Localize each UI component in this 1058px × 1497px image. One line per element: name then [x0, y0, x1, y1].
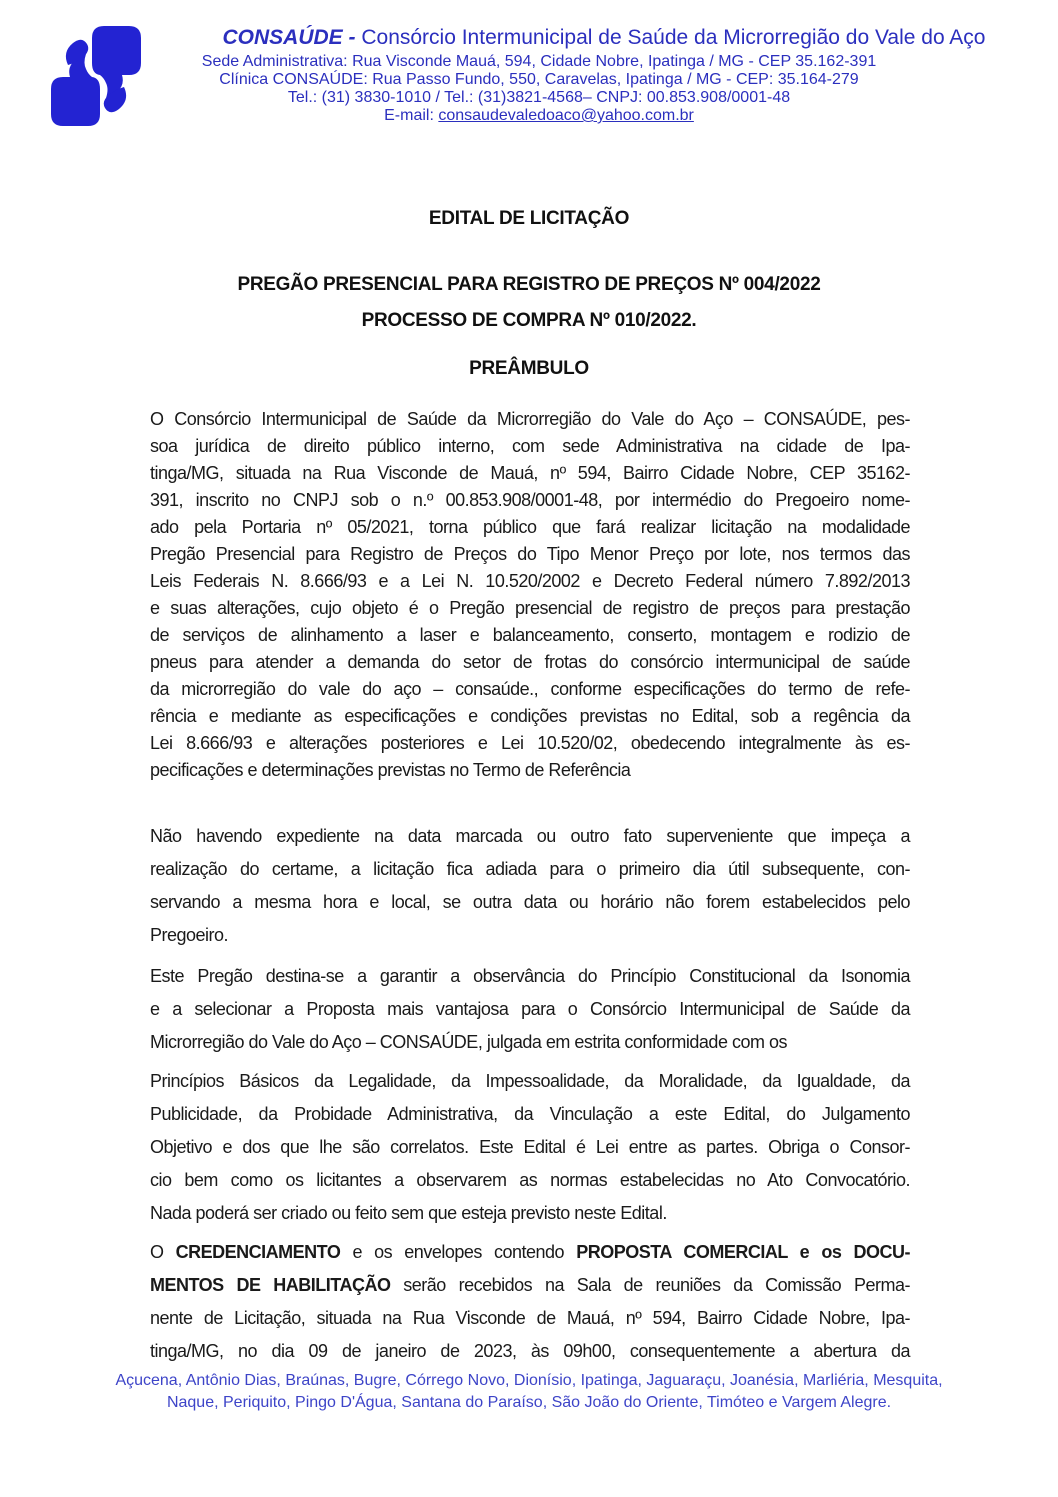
text-line: soa jurídica de direito público interno, com sede Administrativa na cidade de Ipa-	[150, 436, 910, 456]
text-line: nente de Licitação, situada na Rua Visconde de Mauá, nº 594, Bairro Cidade Nobre, Ipa-	[150, 1308, 910, 1328]
consaude-logo	[46, 24, 146, 128]
text-line: Objetivo e dos que lhe são correlatos. Este Edital é Lei entre as partes. Obriga o Consor-	[150, 1137, 910, 1157]
text-line: Pregão Presencial para Registro de Preços do Tipo Menor Preço por lote, nos termos das	[150, 544, 910, 564]
address-clinic: Clínica CONSAÚDE: Rua Passo Fundo, 550, Caravelas, Ipatinga / MG - CEP: 35.164-279	[219, 71, 859, 88]
paragraph	[150, 820, 910, 952]
text-line: tinga/MG, situada na Rua Visconde de Mauá, nº 594, Bairro Cidade Nobre, CEP 35162-	[150, 463, 910, 483]
paragraph	[150, 406, 910, 784]
text-line: Publicidade, da Probidade Administrativa, da Vinculação a este Edital, do Julgamento	[150, 1104, 910, 1124]
phones-cnpj: Tel.: (31) 3830-1010 / Tel.: (31)3821-4568– CNPJ: 00.853.908/0001-48	[287, 89, 791, 106]
footer-municipalities	[0, 1370, 1058, 1414]
text-line: da microrregião do vale do aço – consaúde., conforme especificações do termo de refe-	[150, 679, 910, 699]
text-line: pneus para atender a demanda do setor de frotas do consórcio intermunicipal de saúde	[150, 652, 910, 672]
text-line: ado pela Portaria nº 05/2021, torna público que fará realizar licitação na modalidade	[150, 517, 910, 537]
paragraph	[150, 960, 910, 1059]
address-admin: Sede Administrativa: Rua Visconde Mauá, 594, Cidade Nobre, Ipatinga / MG - CEP 35.162-391	[201, 53, 877, 70]
org-name-line	[0, 26, 1058, 50]
text-line: de serviços de alinhamento a laser e balanceamento, conserto, montagem e rodizio de	[150, 625, 910, 645]
subtitle-processo: PROCESSO DE COMPRA Nº 010/2022.	[361, 310, 697, 331]
paragraph	[150, 1065, 910, 1230]
text-line: Pregoeiro.	[150, 925, 229, 945]
text-line: realização do certame, a licitação fica adiada para o primeiro dia útil subsequente, con-	[150, 859, 910, 879]
document-body	[150, 406, 910, 1368]
text-line: Lei 8.666/93 e alterações posteriores e Lei 10.520/02, obedecendo integralmente às es-	[150, 733, 910, 753]
text-line: Este Pregão destina-se a garantir a observância do Princípio Constitucional da Isonomia	[150, 966, 910, 986]
letterhead	[0, 0, 1058, 125]
footer-line-2: Naque, Periquito, Pingo D'Água, Santana do Paraíso, São João do Oriente, Timóteo e Vargem Alegre.	[166, 1394, 892, 1411]
org-acronym: CONSAÚDE -	[222, 26, 362, 49]
text-line: cio bem como os licitantes a observarem as normas estabelecidas no Ato Convocatório.	[150, 1170, 910, 1190]
text-line: rência e mediante as especificações e condições previstas no Edital, sob a regência da	[150, 706, 910, 726]
text-line: tinga/MG, no dia 09 de janeiro de 2023, às 09h00, consequentemente a abertura da	[150, 1341, 910, 1361]
text-line: Leis Federais N. 8.666/93 e a Lei N. 10.520/2002 e Decreto Federal número 7.892/2013	[150, 571, 910, 591]
email-label: E-mail:	[384, 107, 439, 124]
text-line: Nada poderá ser criado ou feito sem que esteja previsto neste Edital.	[150, 1203, 667, 1223]
text-line: 391, inscrito no CNPJ sob o n.º 00.853.908/0001-48, por intermédio do Pregoeiro nome-	[150, 490, 910, 510]
section-heading-preambulo: PREÂMBULO	[469, 358, 589, 379]
text-line: O CREDENCIAMENTO e os envelopes contendo PROPOSTA COMERCIAL e os DOCU-	[150, 1242, 910, 1262]
subtitle-pregao: PREGÃO PRESENCIAL PARA REGISTRO DE PREÇOS Nº 004/2022	[237, 274, 821, 295]
text-line: Princípios Básicos da Legalidade, da Impessoalidade, da Moralidade, da Igualdade, da	[150, 1071, 910, 1091]
footer-line-1: Açucena, Antônio Dias, Braúnas, Bugre, Córrego Novo, Dionísio, Ipatinga, Jaguaraçu, Joanésia, Marliéria, Mesquita,	[115, 1372, 943, 1389]
document-title: EDITAL DE LICITAÇÃO	[428, 208, 630, 229]
email-line	[20, 107, 1058, 125]
text-line: Não havendo expediente na data marcada ou outro fato superveniente que impeça a	[150, 826, 910, 846]
text-line: MENTOS DE HABILITAÇÃO serão recebidos na Sala de reuniões da Comissão Perma-	[150, 1275, 910, 1295]
email-link[interactable]: consaudevaledoaco@yahoo.com.br	[438, 107, 694, 124]
text-line: Microrregião do Vale do Aço – CONSAÚDE, julgada em estrita conformidade com os	[150, 1032, 787, 1052]
paragraph	[150, 1236, 910, 1368]
text-line: O Consórcio Intermunicipal de Saúde da Microrregião do Vale do Aço – CONSAÚDE, pes-	[150, 409, 910, 429]
text-line: e suas alterações, cujo objeto é o Pregão presencial de registro de preços para prestação	[150, 598, 910, 618]
text-line: e a selecionar a Proposta mais vantajosa para o Consórcio Intermunicipal de Saúde da	[150, 999, 910, 1019]
text-line: pecificações e determinações previstas no Termo de Referência	[150, 760, 631, 780]
text-line: servando a mesma hora e local, se outra data ou horário não forem estabelecidos pelo	[150, 892, 910, 912]
org-full-name: Consórcio Intermunicipal de Saúde da Microrregião do Vale do Aço	[361, 26, 986, 49]
